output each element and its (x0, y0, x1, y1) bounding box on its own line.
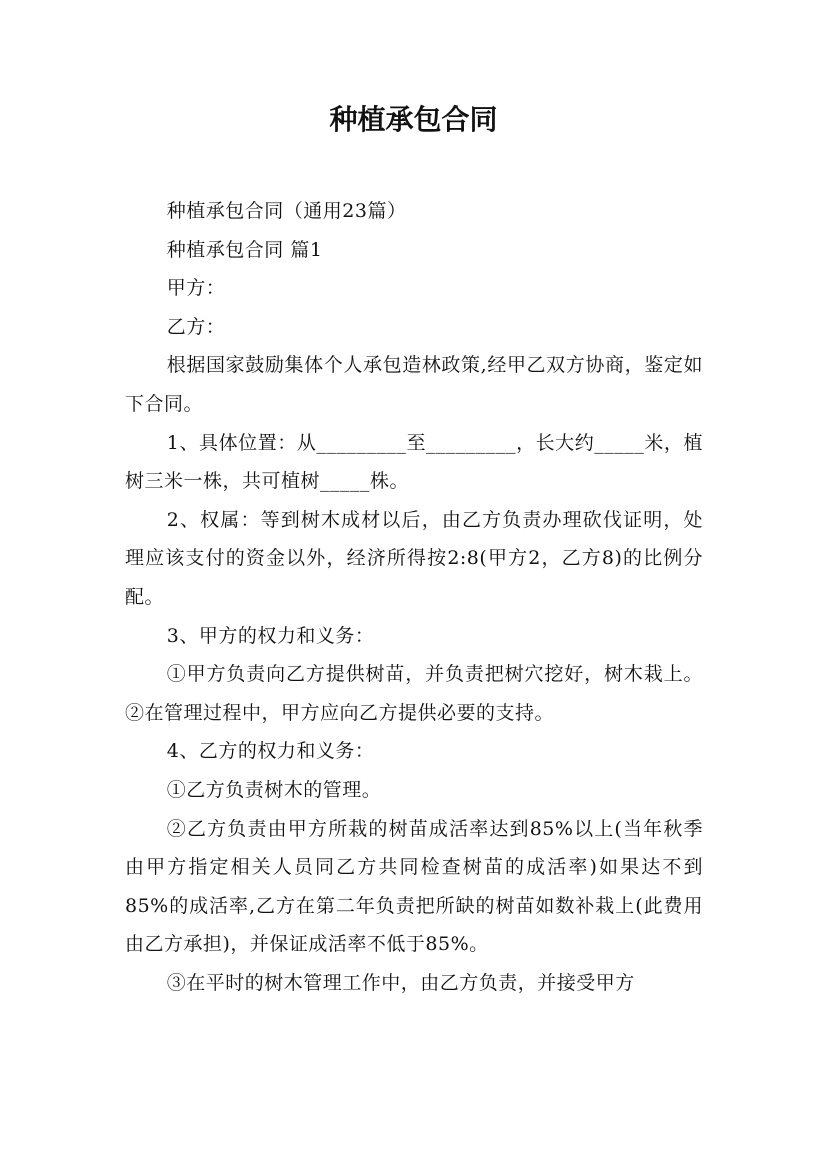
paragraph-collection-title: 种植承包合同（通用23篇） (166, 200, 407, 222)
paragraph-clause-4-item-1: ①乙方负责树木的管理。 (166, 778, 382, 801)
paragraph-section-heading: 种植承包合同 篇1 (166, 238, 323, 261)
document-title: 种植承包合同 (329, 103, 498, 136)
paragraph-clause-3-heading: 3、甲方的权力和义务： (166, 624, 375, 647)
paragraph-party-a: 甲方： (166, 277, 226, 300)
paragraph-party-b: 乙方： (166, 315, 226, 338)
paragraph-clause-3-items: ①甲方负责向乙方提供树苗，并负责把树穴挖好，树木栽上。 ②在管理过程中，甲方应向乙方提供必要的支持。 (125, 663, 703, 724)
paragraph-clause-4-heading: 4、乙方的权力和义务： (166, 740, 375, 763)
paragraph-clause-1: 1、具体位置：从_________至_________，长大约_____米，植树三米一株，共可植树_____株。 (125, 431, 703, 493)
paragraph-clause-4-item-2: ②乙方负责由甲方所栽的树苗成活率达到85%以上(当年秋季由甲方指定相关人员同乙方共同检查树苗的成活率)如果达不到85%的成活率,乙方在第二年负责把所缺的树苗如数补栽上(此费用由乙方承担)，并保证成活率不低于85%。 (125, 817, 703, 956)
paragraph-clause-4-item-3: ③在平时的树木管理工作中，由乙方负责，并接受甲方 (166, 971, 635, 994)
document-body (125, 192, 703, 1002)
paragraph-preamble: 根据国家鼓励集体个人承包造林政策,经甲乙双方协商，鉴定如下合同。 (125, 354, 703, 415)
paragraph-clause-2: 2、权属：等到树木成材以后，由乙方负责办理砍伐证明，处理应该支付的资金以外，经济所得按2:8(甲方2，乙方8)的比例分配。 (125, 508, 703, 608)
